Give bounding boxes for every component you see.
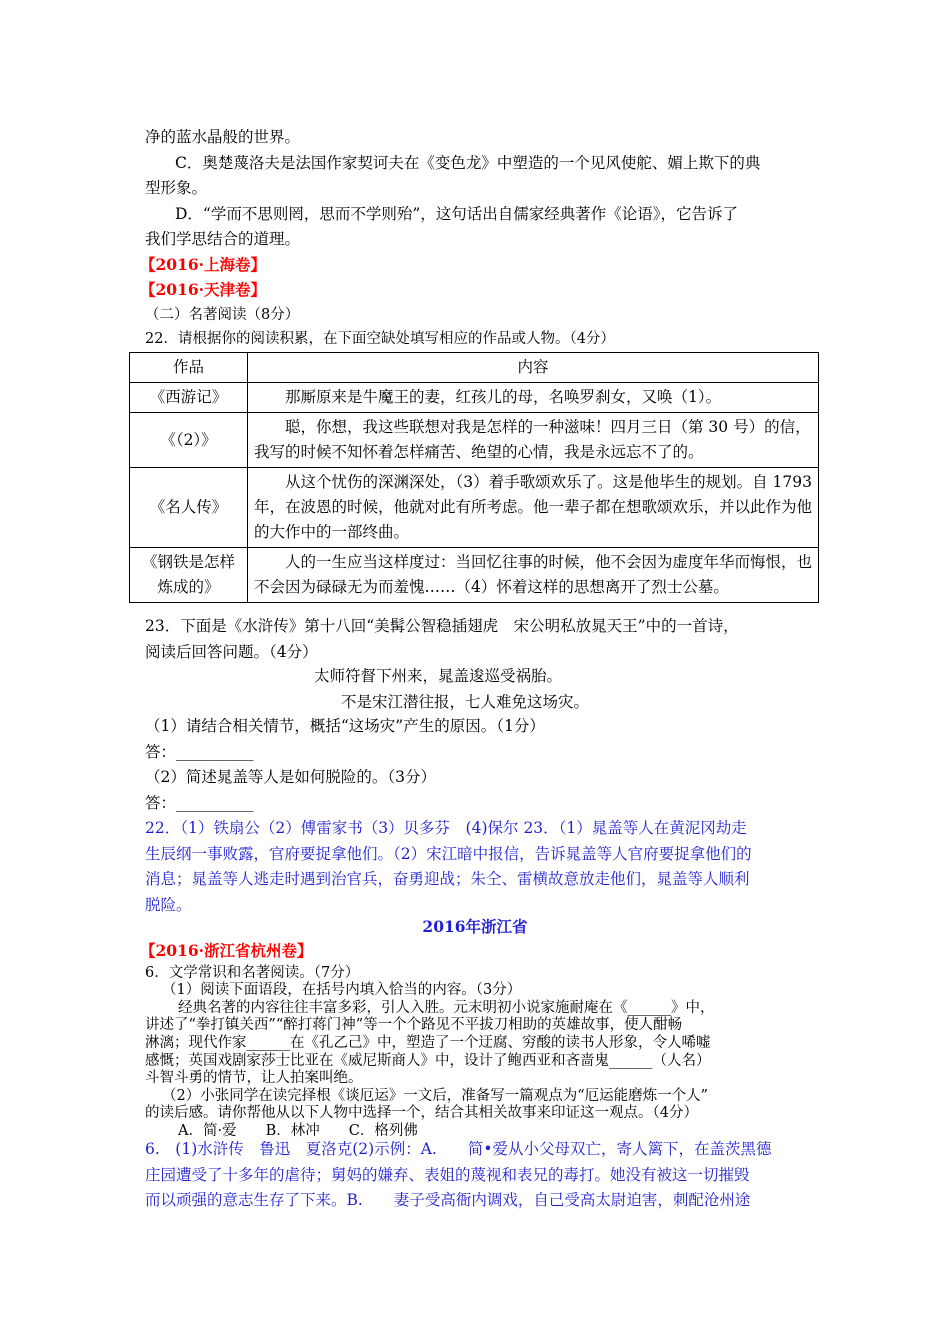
table-header: 内容 [248, 353, 819, 383]
answer-line: 庄园遭受了十多年的虐待；舅妈的嫌弃、表姐的蔑视和表兄的毒打。她没有被这一切摧毁 [145, 1166, 750, 1184]
content-cell: 从这个忧伤的深渊深处，（3）着手歌颂欢乐了。这是他毕生的规划。自 1793 年，在波恩的时候，他就对此有所考虑。他一辈子都在想歌颂欢乐，并以此作为他的大作中的一部终曲。 [254, 473, 813, 541]
poem-line: 不是宋江潜往报，七人难免这场灾。 [341, 693, 590, 711]
table-row [130, 383, 819, 413]
question-6-part1: （1）阅读下面语段，在括号内填入恰当的内容。（3分） [162, 982, 522, 998]
option-c-line2: 型形象。 [145, 179, 208, 197]
question-23-intro2: 阅读后回答问题。（4分） [145, 643, 318, 661]
answer-line: 22．（1）铁扇公（2）傅雷家书（3）贝多芬 (4)保尔 23．（1）晁盖等人在黄泥冈劫走 [145, 819, 747, 837]
table-header: 作品 [130, 353, 248, 383]
answer-line: 6. (1)水浒传 鲁迅 夏洛克(2)示例：A. 简•爱从小父母双亡，寄人篱下，在盖茨黑德 [145, 1140, 772, 1158]
question-6-part2-cont: 的读后感。请你帮他从以下人物中选择一个，结合其相关故事来印证这一观点。（4分） [145, 1105, 698, 1121]
content-cell: 那厮原来是牛魔王的妻，红孩儿的母，名唤罗刹女，又唤（1）。 [285, 388, 722, 406]
works-table [129, 352, 819, 603]
table-header-row [130, 353, 819, 383]
answer-blank-1: 答：__________ [145, 743, 254, 761]
options-line: A．简·爱 B．林冲 C．格列佛 [178, 1123, 418, 1139]
question-6: 6．文学常识和名著阅读。（7分） [145, 965, 360, 981]
question-22: 22．请根据你的阅读积累，在下面空缺处填写相应的作品或人物。（4分） [145, 331, 615, 347]
sub-question-2: （2）简述晁盖等人是如何脱险的。（3分） [145, 768, 436, 786]
work-cell: 《（2）》 [130, 413, 248, 468]
tag-tianjin: 【2016·天津卷】 [140, 280, 267, 299]
answer-line: 脱险。 [145, 896, 192, 914]
passage-line: 斗智斗勇的情节，让人拍案叫绝。 [145, 1070, 363, 1086]
option-d-line1: D．“学而不思则罔，思而不学则殆”，这句话出自儒家经典著作《论语》，它告诉了 [175, 205, 739, 223]
answer-line: 消息；晁盖等人逃走时遇到治官兵，奋勇迎战；朱仝、雷横故意放走他们，晁盖等人顺利 [145, 870, 750, 888]
answer-blank-2: 答：__________ [145, 794, 254, 812]
work-cell: 《西游记》 [130, 383, 248, 413]
question-23-intro: 23．下面是《水浒传》第十八回“美髯公智稳插翅虎 宋公明私放晁天王”中的一首诗， [145, 617, 739, 635]
passage-line: 讲述了“拳打镇关西”“醉打蒋门神”等一个个路见不平拔刀相助的英雄故事，使人酣畅 [145, 1017, 683, 1033]
tag-hangzhou: 【2016·浙江省杭州卷】 [140, 941, 313, 960]
content-cell: 聪，你想，我这些联想对我是怎样的一种滋味！四月三日（第 30 号）的信，我写的时候不知怀着怎样痛苦、绝望的心情，我是永远忘不了的。 [254, 418, 811, 461]
passage-line: 感慨；英国戏剧家莎士比亚在《威尼斯商人》中，设计了鲍西亚和吝啬鬼______（人名） [145, 1053, 711, 1069]
table-row [130, 413, 819, 468]
passage-line: 经典名著的内容往往丰富多彩，引人入胜。元末明初小说家施耐庵在《______》中， [178, 1000, 715, 1016]
answer-line: 生辰纲一事败露，官府要捉拿他们。（2）宋江暗中报信，告诉晁盖等人官府要捉拿他们的 [145, 845, 752, 863]
answer-line: 而以顽强的意志生存了下来。B. 妻子受高衙内调戏，自己受高太尉迫害，刺配沧州途 [145, 1191, 751, 1209]
sub-question-1: （1）请结合相关情节，概括“这场灾”产生的原因。（1分） [145, 717, 545, 735]
table-row [130, 468, 819, 548]
option-c-line1: C．奥楚蔑洛夫是法国作家契诃夫在《变色龙》中塑造的一个见风使舵、媚上欺下的典 [175, 154, 761, 172]
option-d-line2: 我们学思结合的道理。 [145, 230, 301, 248]
province-heading: 2016年浙江省 [422, 917, 528, 936]
section-title: （二）名著阅读（8分） [145, 307, 300, 323]
text-line: 净的蓝水晶般的世界。 [145, 128, 301, 146]
question-6-part2: （2）小张同学在读完择根《谈厄运》一文后，准备写一篇观点为“厄运能磨炼一个人” [162, 1088, 709, 1104]
poem-line: 太师符督下州来，晁盖逡巡受祸胎。 [314, 667, 563, 685]
passage-line: 淋漓；现代作家______在《孔乙己》中，塑造了一个迂腐、穷酸的读书人形象，令人唏嘘 [145, 1035, 711, 1051]
work-cell: 《钢铁是怎样炼成的》 [130, 548, 248, 603]
tag-shanghai: 【2016·上海卷】 [140, 255, 267, 274]
work-cell: 《名人传》 [130, 468, 248, 548]
table-row [130, 548, 819, 603]
content-cell: 人的一生应当这样度过：当回忆往事的时候，他不会因为虚度年华而悔恨，也不会因为碌碌无为而羞愧……（4）怀着这样的思想离开了烈士公墓。 [254, 553, 813, 596]
